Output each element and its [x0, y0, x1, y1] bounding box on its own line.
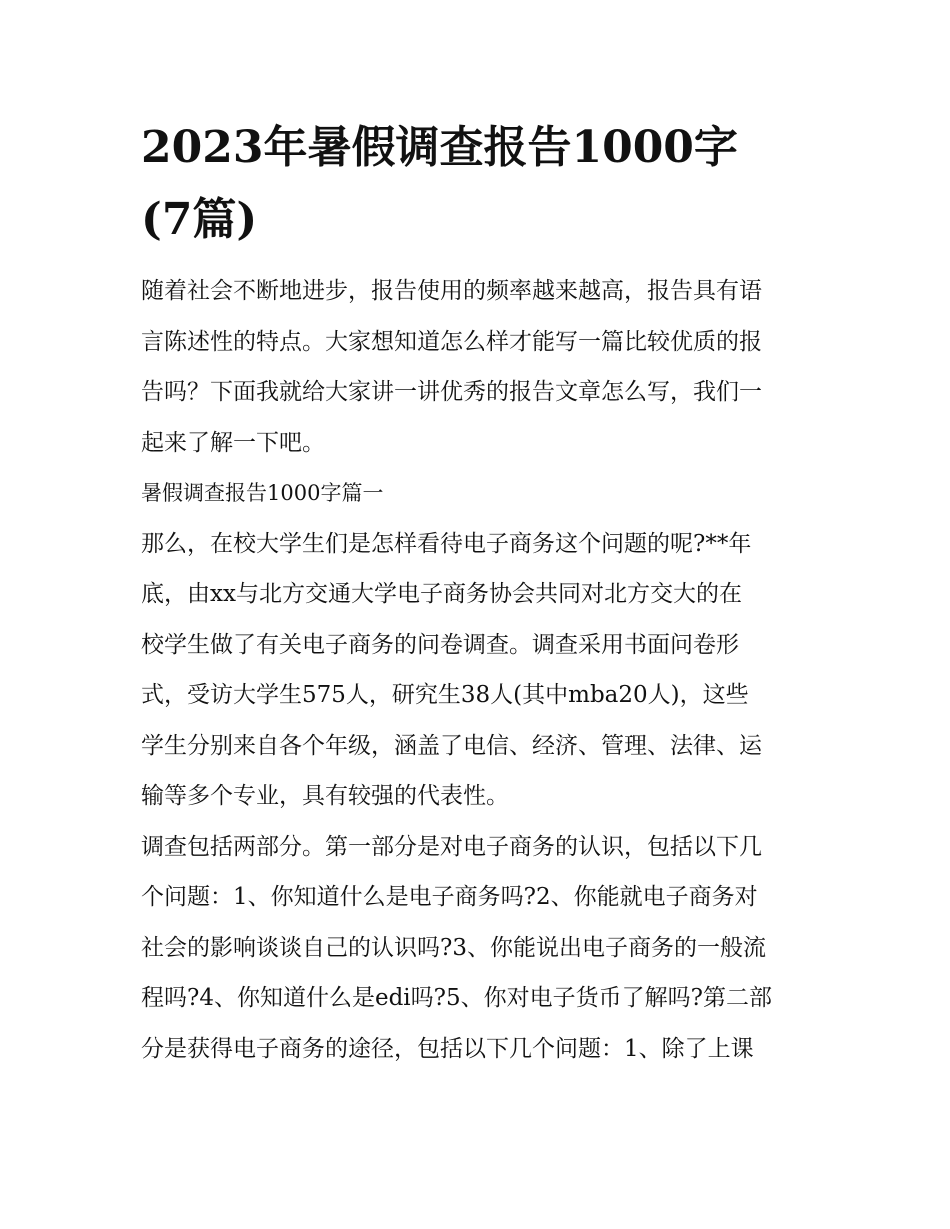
text-line: 个问题：1、你知道什么是电子商务吗?2、你能就电子商务对 — [141, 884, 758, 910]
text-line: 那么，在校大学生们是怎样看待电子商务这个问题的呢?**年 — [141, 530, 752, 557]
title-line: (7篇) — [141, 194, 258, 245]
title-line: 2023年暑假调查报告1000字 — [141, 122, 738, 173]
text-line: 告吗？下面我就给大家讲一讲优秀的报告文章怎么写，我们一 — [141, 379, 762, 405]
text-line: 言陈述性的特点。大家想知道怎么样才能写一篇比较优质的报 — [141, 328, 762, 355]
text-line: 学生分别来自各个年级，涵盖了电信、经济、管理、法律、运 — [141, 732, 762, 759]
text-line: 起来了解一下吧。 — [141, 429, 325, 456]
text-line: 社会的影响谈谈自己的认识吗?3、你能说出电子商务的一般流 — [141, 934, 766, 961]
intro-paragraph — [141, 266, 813, 468]
text-line: 输等多个专业，具有较强的代表性。 — [141, 783, 509, 809]
text-line: 校学生做了有关电子商务的问卷调查。调查采用书面问卷形 — [141, 631, 739, 658]
text-line: 程吗?4、你知道什么是edi吗?5、你对电子货币了解吗?第二部 — [141, 985, 772, 1011]
body-paragraph-1 — [141, 519, 813, 822]
document-content — [141, 112, 813, 1074]
text-line: 式，受访大学生575人，研究生38人(其中mba20人)，这些 — [141, 682, 749, 708]
text-line: 底，由xx与北方交通大学电子商务协会共同对北方交大的在 — [141, 581, 742, 607]
text-line: 调查包括两部分。第一部分是对电子商务的认识，包括以下几 — [141, 833, 762, 860]
text-line: 随着社会不断地进步，报告使用的频率越来越高，报告具有语 — [141, 278, 762, 304]
body-paragraph-2 — [141, 822, 813, 1075]
text-line: 分是获得电子商务的途径，包括以下几个问题：1、除了上课 — [141, 1035, 754, 1062]
section-heading: 暑假调查报告1000字篇一 — [141, 481, 384, 505]
document-title — [141, 112, 813, 256]
